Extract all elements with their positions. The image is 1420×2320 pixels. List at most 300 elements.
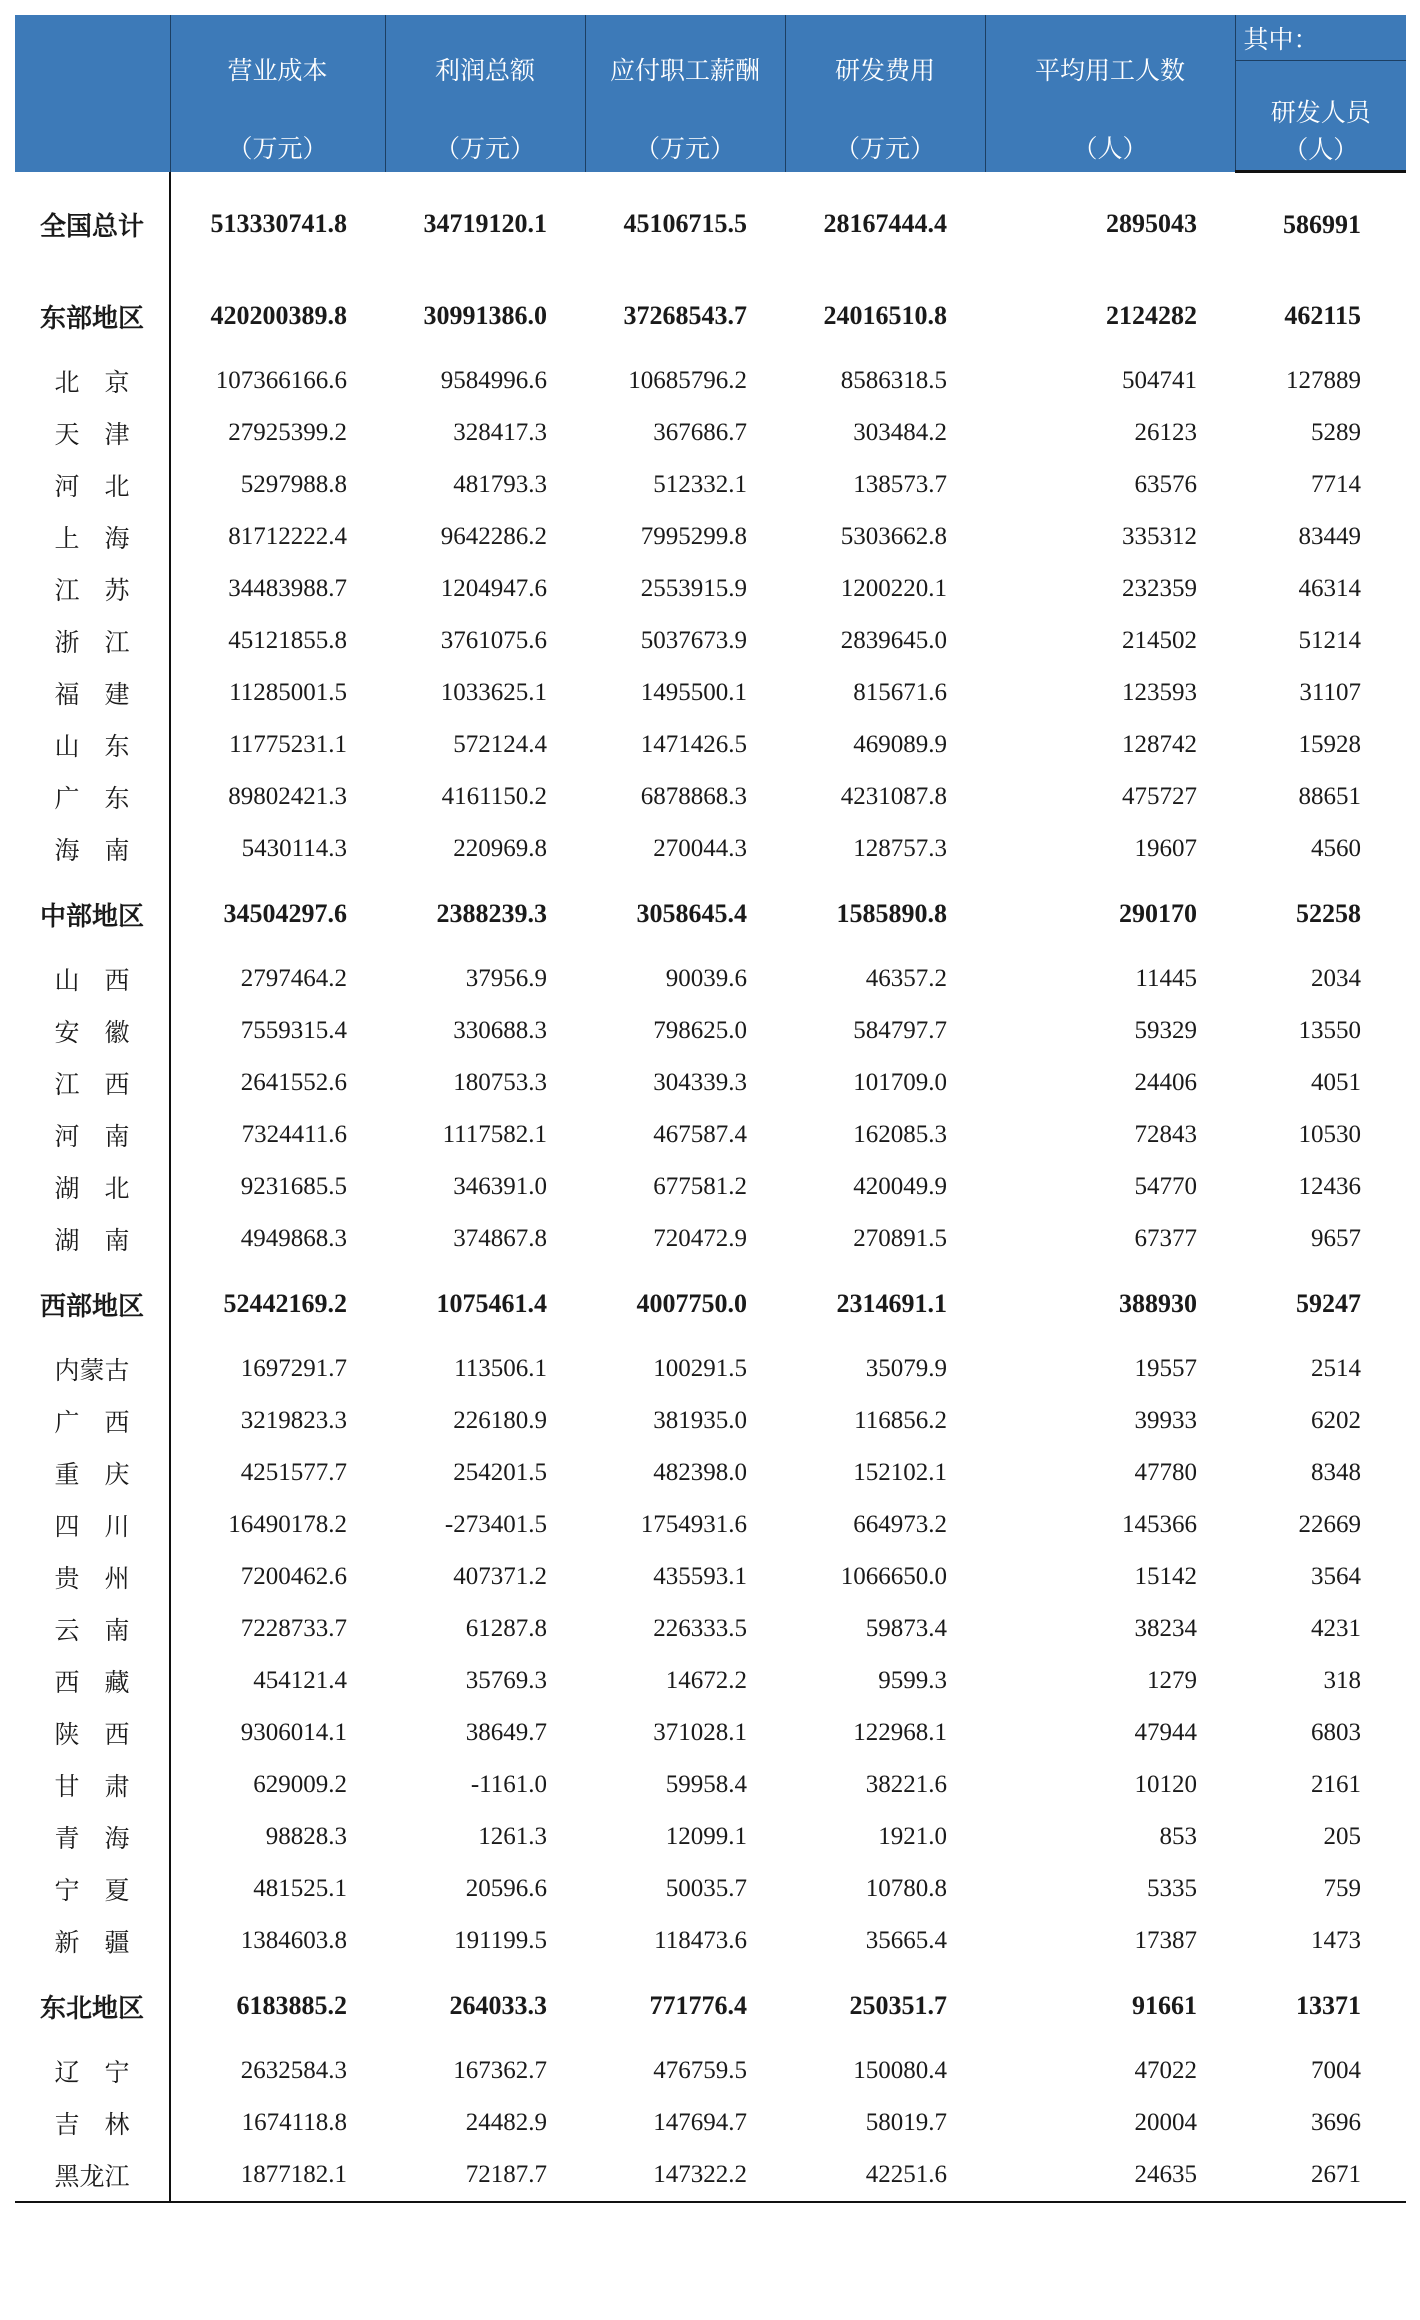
region-name: 四 川 bbox=[15, 1499, 170, 1551]
value-cell: 167362.7 bbox=[453, 2057, 547, 2084]
value-cell: 20004 bbox=[1134, 2109, 1197, 2136]
value-cell: -273401.5 bbox=[444, 1511, 547, 1538]
value-cell: 37268543.7 bbox=[623, 301, 747, 330]
table-row bbox=[15, 771, 1406, 823]
header-label: 平均用工人数 bbox=[1034, 58, 1185, 85]
value-cell: 116856.2 bbox=[854, 1407, 947, 1434]
value-cell: 12436 bbox=[1298, 1173, 1361, 1200]
value-cell: 6803 bbox=[1311, 1719, 1361, 1746]
value-cell: 127889 bbox=[1286, 367, 1361, 394]
value-cell: 7324411.6 bbox=[241, 1121, 347, 1148]
value-cell: 10685796.2 bbox=[628, 367, 747, 394]
value-cell: 2895043 bbox=[1106, 209, 1197, 239]
value-cell: 2641552.6 bbox=[240, 1069, 347, 1096]
region-name: 东部地区 bbox=[15, 277, 170, 355]
value-cell: 771776.4 bbox=[649, 1991, 747, 2020]
value-cell: 10530 bbox=[1298, 1121, 1361, 1148]
value-cell: 1384603.8 bbox=[240, 1927, 347, 1954]
region-name: 西部地区 bbox=[15, 1265, 170, 1343]
value-cell: 31107 bbox=[1299, 679, 1361, 706]
value-cell: 191199.5 bbox=[454, 1927, 547, 1954]
value-cell: 677581.2 bbox=[653, 1173, 747, 1200]
value-cell: 7004 bbox=[1311, 2057, 1361, 2084]
table-body bbox=[15, 172, 1406, 2203]
value-cell: 504741 bbox=[1122, 367, 1197, 394]
value-cell: 9599.3 bbox=[878, 1667, 947, 1694]
value-cell: 476759.5 bbox=[653, 2057, 747, 2084]
region-name: 河 南 bbox=[15, 1109, 170, 1161]
value-cell: 586991 bbox=[1283, 210, 1361, 239]
table-row bbox=[15, 1707, 1406, 1759]
value-cell: 59873.4 bbox=[865, 1615, 947, 1642]
table-row bbox=[15, 1395, 1406, 1447]
value-cell: 34504297.6 bbox=[223, 899, 347, 928]
value-cell: 100291.5 bbox=[653, 1355, 747, 1382]
table-row bbox=[15, 953, 1406, 1005]
value-cell: 513330741.8 bbox=[210, 209, 347, 239]
value-cell: 1066650.0 bbox=[840, 1563, 947, 1590]
value-cell: 34719120.1 bbox=[423, 209, 547, 239]
value-cell: 1697291.7 bbox=[240, 1355, 347, 1382]
value-cell: 4231 bbox=[1311, 1615, 1361, 1642]
region-name: 新 疆 bbox=[15, 1915, 170, 1967]
value-cell: 584797.7 bbox=[853, 1017, 947, 1044]
value-cell: 45121855.8 bbox=[228, 627, 347, 654]
value-cell: 3696 bbox=[1311, 2109, 1361, 2136]
value-cell: 1473 bbox=[1311, 1927, 1361, 1954]
region-name: 上 海 bbox=[15, 511, 170, 563]
header-unit: （万元） bbox=[634, 136, 735, 163]
value-cell: 462115 bbox=[1284, 301, 1361, 330]
value-cell: 290170 bbox=[1119, 899, 1197, 928]
value-cell: 367686.7 bbox=[653, 419, 747, 446]
value-cell: 98828.3 bbox=[265, 1823, 347, 1850]
region-name: 青 海 bbox=[15, 1811, 170, 1863]
value-cell: 15928 bbox=[1298, 731, 1361, 758]
value-cell: 853 bbox=[1159, 1823, 1197, 1850]
value-cell: 138573.7 bbox=[853, 471, 947, 498]
region-name: 北 京 bbox=[15, 355, 170, 407]
value-cell: 270044.3 bbox=[653, 835, 747, 862]
value-cell: 226333.5 bbox=[653, 1615, 747, 1642]
region-name: 东北地区 bbox=[15, 1967, 170, 2045]
header-avg-employees bbox=[985, 15, 1235, 172]
value-cell: 232359 bbox=[1122, 575, 1197, 602]
value-cell: 17387 bbox=[1134, 1927, 1197, 1954]
value-cell: 15142 bbox=[1134, 1563, 1197, 1590]
value-cell: 152102.1 bbox=[853, 1459, 947, 1486]
value-cell: 11285001.5 bbox=[229, 679, 347, 706]
table-header bbox=[15, 15, 1406, 172]
value-cell: 35769.3 bbox=[465, 1667, 547, 1694]
summary-row bbox=[15, 277, 1406, 355]
value-cell: 420049.9 bbox=[853, 1173, 947, 1200]
value-cell: 67377 bbox=[1134, 1225, 1197, 1252]
value-cell: 2124282 bbox=[1106, 301, 1197, 330]
value-cell: 51214 bbox=[1298, 627, 1361, 654]
value-cell: 2671 bbox=[1235, 2149, 1406, 2202]
value-cell: 1471426.5 bbox=[640, 731, 747, 758]
value-cell: 12099.1 bbox=[665, 1823, 747, 1850]
value-cell: 4560 bbox=[1311, 835, 1361, 862]
value-cell: 1674118.8 bbox=[241, 2109, 347, 2136]
value-cell: 4949868.3 bbox=[240, 1225, 347, 1252]
region-name: 广 西 bbox=[15, 1395, 170, 1447]
value-cell: 435593.1 bbox=[653, 1563, 747, 1590]
value-cell: 2797464.2 bbox=[240, 965, 347, 992]
region-name: 河 北 bbox=[15, 459, 170, 511]
value-cell: 2632584.3 bbox=[240, 2057, 347, 2084]
value-cell: 7714 bbox=[1311, 471, 1361, 498]
region-name: 辽 宁 bbox=[15, 2045, 170, 2097]
value-cell: 346391.0 bbox=[453, 1173, 547, 1200]
value-cell: 83449 bbox=[1298, 523, 1361, 550]
value-cell: 27925399.2 bbox=[228, 419, 347, 446]
table-row bbox=[15, 823, 1406, 875]
value-cell: 482398.0 bbox=[653, 1459, 747, 1486]
value-cell: 38649.7 bbox=[465, 1719, 547, 1746]
value-cell: 454121.4 bbox=[253, 1667, 347, 1694]
table-row bbox=[15, 1161, 1406, 1213]
value-cell: 1261.3 bbox=[478, 1823, 547, 1850]
value-cell: 720472.9 bbox=[653, 1225, 747, 1252]
value-cell: 328417.3 bbox=[453, 419, 547, 446]
value-cell: 107366166.6 bbox=[215, 367, 347, 394]
region-name: 贵 州 bbox=[15, 1551, 170, 1603]
value-cell: 91661 bbox=[1132, 1991, 1197, 2020]
value-cell: -1161.0 bbox=[470, 1771, 547, 1798]
table-row bbox=[15, 1655, 1406, 1707]
value-cell: 798625.0 bbox=[653, 1017, 747, 1044]
value-cell: 122968.1 bbox=[853, 1719, 947, 1746]
value-cell: 512332.1 bbox=[653, 471, 747, 498]
region-name: 湖 南 bbox=[15, 1213, 170, 1265]
value-cell: 10780.8 bbox=[865, 1875, 947, 1902]
value-cell: 5303662.8 bbox=[840, 523, 947, 550]
value-cell: 4051 bbox=[1311, 1069, 1361, 1096]
value-cell: 14672.2 bbox=[665, 1667, 747, 1694]
value-cell: 2514 bbox=[1311, 1355, 1361, 1382]
header-label: 应付职工薪酬 bbox=[609, 58, 760, 85]
summary-row bbox=[15, 1265, 1406, 1343]
table-row bbox=[15, 2097, 1406, 2149]
region-name: 山 东 bbox=[15, 719, 170, 771]
value-cell: 1075461.4 bbox=[436, 1289, 547, 1318]
region-name: 江 苏 bbox=[15, 563, 170, 615]
value-cell: 123593 bbox=[1122, 679, 1197, 706]
region-name: 陕 西 bbox=[15, 1707, 170, 1759]
statistics-table bbox=[15, 15, 1406, 2203]
value-cell: 214502 bbox=[1122, 627, 1197, 654]
value-cell: 61287.8 bbox=[465, 1615, 547, 1642]
header-region-corner bbox=[15, 15, 170, 172]
header-payroll-payable bbox=[585, 15, 785, 172]
value-cell: 5335 bbox=[1147, 1875, 1197, 1902]
value-cell: 113506.1 bbox=[454, 1355, 547, 1382]
header-total-profit bbox=[385, 15, 585, 172]
region-name: 安 徽 bbox=[15, 1005, 170, 1057]
header-unit: （人） bbox=[1072, 136, 1148, 163]
value-cell: 254201.5 bbox=[453, 1459, 547, 1486]
value-cell: 35079.9 bbox=[865, 1355, 947, 1382]
value-cell: 10120 bbox=[1134, 1771, 1197, 1798]
value-cell: 38221.6 bbox=[865, 1771, 947, 1798]
value-cell: 8348 bbox=[1311, 1459, 1361, 1486]
value-cell: 6878868.3 bbox=[640, 783, 747, 810]
region-name: 全国总计 bbox=[15, 172, 170, 278]
value-cell: 24482.9 bbox=[465, 2109, 547, 2136]
table-row bbox=[15, 2045, 1406, 2097]
value-cell: 72843 bbox=[1134, 1121, 1197, 1148]
value-cell: 572124.4 bbox=[453, 731, 547, 758]
region-name: 湖 北 bbox=[15, 1161, 170, 1213]
header-operating-cost bbox=[170, 15, 385, 172]
value-cell: 6183885.2 bbox=[236, 1991, 347, 2020]
value-cell: 4007750.0 bbox=[636, 1289, 747, 1318]
value-cell: 270891.5 bbox=[853, 1225, 947, 1252]
value-cell: 1754931.6 bbox=[640, 1511, 747, 1538]
value-cell: 7559315.4 bbox=[240, 1017, 347, 1044]
region-name: 天 津 bbox=[15, 407, 170, 459]
value-cell: 46314 bbox=[1298, 575, 1361, 602]
value-cell: 1877182.1 bbox=[170, 2149, 385, 2202]
value-cell: 147322.2 bbox=[585, 2149, 785, 2202]
value-cell: 759 bbox=[1323, 1875, 1361, 1902]
region-name: 海 南 bbox=[15, 823, 170, 875]
table-row bbox=[15, 1551, 1406, 1603]
value-cell: 3564 bbox=[1311, 1563, 1361, 1590]
value-cell: 4251577.7 bbox=[240, 1459, 347, 1486]
value-cell: 63576 bbox=[1134, 471, 1197, 498]
value-cell: 5430114.3 bbox=[241, 835, 347, 862]
value-cell: 20596.6 bbox=[465, 1875, 547, 1902]
table-row bbox=[15, 615, 1406, 667]
value-cell: 90039.6 bbox=[665, 965, 747, 992]
value-cell: 89802421.3 bbox=[228, 783, 347, 810]
header-unit: （人） bbox=[1283, 137, 1359, 164]
value-cell: 39933 bbox=[1134, 1407, 1197, 1434]
value-cell: 2388239.3 bbox=[436, 899, 547, 928]
value-cell: 374867.8 bbox=[453, 1225, 547, 1252]
value-cell: 26123 bbox=[1134, 419, 1197, 446]
header-unit: （万元） bbox=[227, 136, 328, 163]
value-cell: 7228733.7 bbox=[240, 1615, 347, 1642]
value-cell: 467587.4 bbox=[653, 1121, 747, 1148]
value-cell: 330688.3 bbox=[453, 1017, 547, 1044]
value-cell: 2839645.0 bbox=[840, 627, 947, 654]
value-cell: 38234 bbox=[1134, 1615, 1197, 1642]
value-cell: 9584996.6 bbox=[440, 367, 547, 394]
value-cell: 335312 bbox=[1122, 523, 1197, 550]
region-name: 山 西 bbox=[15, 953, 170, 1005]
header-unit: （万元） bbox=[434, 136, 535, 163]
table-row bbox=[15, 459, 1406, 511]
value-cell: 118473.6 bbox=[654, 1927, 747, 1954]
summary-row bbox=[15, 1967, 1406, 2045]
value-cell: 7995299.8 bbox=[640, 523, 747, 550]
value-cell: 469089.9 bbox=[853, 731, 947, 758]
value-cell: 3058645.4 bbox=[636, 899, 747, 928]
value-cell: 2034 bbox=[1311, 965, 1361, 992]
value-cell: 52442169.2 bbox=[223, 1289, 347, 1318]
value-cell: 50035.7 bbox=[665, 1875, 747, 1902]
table-row bbox=[15, 667, 1406, 719]
value-cell: 145366 bbox=[1122, 1511, 1197, 1538]
value-cell: 46357.2 bbox=[865, 965, 947, 992]
region-name: 江 西 bbox=[15, 1057, 170, 1109]
value-cell: 481793.3 bbox=[453, 471, 547, 498]
header-label: 利润总额 bbox=[434, 58, 535, 85]
table-row bbox=[15, 1499, 1406, 1551]
summary-row bbox=[15, 172, 1406, 278]
value-cell: 264033.3 bbox=[449, 1991, 547, 2020]
value-cell: 318 bbox=[1323, 1667, 1361, 1694]
value-cell: 481525.1 bbox=[253, 1875, 347, 1902]
value-cell: 1117582.1 bbox=[442, 1121, 547, 1148]
value-cell: 3761075.6 bbox=[440, 627, 547, 654]
region-name: 中部地区 bbox=[15, 875, 170, 953]
value-cell: 1495500.1 bbox=[640, 679, 747, 706]
value-cell: 101709.0 bbox=[853, 1069, 947, 1096]
value-cell: 815671.6 bbox=[853, 679, 947, 706]
value-cell: 6202 bbox=[1311, 1407, 1361, 1434]
table-row bbox=[15, 407, 1406, 459]
header-rd-staff bbox=[1235, 61, 1406, 172]
value-cell: 24635 bbox=[985, 2149, 1235, 2202]
header-rd-expense bbox=[785, 15, 985, 172]
table-row bbox=[15, 1447, 1406, 1499]
value-cell: 1200220.1 bbox=[840, 575, 947, 602]
table-row bbox=[15, 563, 1406, 615]
value-cell: 59329 bbox=[1134, 1017, 1197, 1044]
value-cell: 37956.9 bbox=[465, 965, 547, 992]
value-cell: 407371.2 bbox=[453, 1563, 547, 1590]
value-cell: 180753.3 bbox=[453, 1069, 547, 1096]
header-unit: （万元） bbox=[834, 136, 935, 163]
value-cell: 2553915.9 bbox=[640, 575, 747, 602]
value-cell: 16490178.2 bbox=[228, 1511, 347, 1538]
region-name: 浙 江 bbox=[15, 615, 170, 667]
header-label: 营业成本 bbox=[227, 58, 328, 85]
header-label: 研发费用 bbox=[834, 58, 935, 85]
table-row bbox=[15, 1759, 1406, 1811]
region-name: 重 庆 bbox=[15, 1447, 170, 1499]
value-cell: 420200389.8 bbox=[210, 301, 347, 330]
value-cell: 1033625.1 bbox=[440, 679, 547, 706]
value-cell: 5037673.9 bbox=[640, 627, 747, 654]
value-cell: 304339.3 bbox=[653, 1069, 747, 1096]
value-cell: 1585890.8 bbox=[836, 899, 947, 928]
region-name: 福 建 bbox=[15, 667, 170, 719]
table-row bbox=[15, 1109, 1406, 1161]
value-cell: 205 bbox=[1323, 1823, 1361, 1850]
value-cell: 3219823.3 bbox=[240, 1407, 347, 1434]
region-name: 黑龙江 bbox=[15, 2149, 170, 2202]
value-cell: 371028.1 bbox=[653, 1719, 747, 1746]
value-cell: 128742 bbox=[1122, 731, 1197, 758]
value-cell: 9642286.2 bbox=[440, 523, 547, 550]
region-name: 云 南 bbox=[15, 1603, 170, 1655]
value-cell: 54770 bbox=[1134, 1173, 1197, 1200]
value-cell: 5297988.8 bbox=[240, 471, 347, 498]
value-cell: 147694.7 bbox=[653, 2109, 747, 2136]
value-cell: 664973.2 bbox=[853, 1511, 947, 1538]
value-cell: 226180.9 bbox=[453, 1407, 547, 1434]
value-cell: 303484.2 bbox=[853, 419, 947, 446]
value-cell: 34483988.7 bbox=[228, 575, 347, 602]
value-cell: 162085.3 bbox=[853, 1121, 947, 1148]
value-cell: 4161150.2 bbox=[441, 783, 547, 810]
value-cell: 11445 bbox=[1135, 965, 1197, 992]
value-cell: 72187.7 bbox=[385, 2149, 585, 2202]
region-name: 内蒙古 bbox=[15, 1343, 170, 1395]
table-row bbox=[15, 2149, 1406, 2202]
value-cell: 220969.8 bbox=[453, 835, 547, 862]
value-cell: 19557 bbox=[1134, 1355, 1197, 1382]
table-row bbox=[15, 1213, 1406, 1265]
value-cell: 24406 bbox=[1134, 1069, 1197, 1096]
value-cell: 35665.4 bbox=[865, 1927, 947, 1954]
value-cell: 81712222.4 bbox=[228, 523, 347, 550]
header-group-label: 其中： bbox=[1235, 15, 1406, 61]
region-name: 甘 肃 bbox=[15, 1759, 170, 1811]
table-row bbox=[15, 1005, 1406, 1057]
value-cell: 30991386.0 bbox=[423, 301, 547, 330]
value-cell: 381935.0 bbox=[653, 1407, 747, 1434]
value-cell: 19607 bbox=[1134, 835, 1197, 862]
value-cell: 1204947.6 bbox=[440, 575, 547, 602]
region-name: 西 藏 bbox=[15, 1655, 170, 1707]
value-cell: 13371 bbox=[1296, 1991, 1361, 2020]
value-cell: 8586318.5 bbox=[840, 367, 947, 394]
value-cell: 24016510.8 bbox=[823, 301, 947, 330]
region-name: 广 东 bbox=[15, 771, 170, 823]
value-cell: 47022 bbox=[1134, 2057, 1197, 2084]
value-cell: 9306014.1 bbox=[240, 1719, 347, 1746]
value-cell: 9231685.5 bbox=[240, 1173, 347, 1200]
table-row bbox=[15, 1811, 1406, 1863]
region-name: 宁 夏 bbox=[15, 1863, 170, 1915]
value-cell: 128757.3 bbox=[853, 835, 947, 862]
value-cell: 1921.0 bbox=[878, 1823, 947, 1850]
value-cell: 388930 bbox=[1119, 1289, 1197, 1318]
value-cell: 88651 bbox=[1298, 783, 1361, 810]
value-cell: 1279 bbox=[1147, 1667, 1197, 1694]
value-cell: 9657 bbox=[1311, 1225, 1361, 1252]
value-cell: 2161 bbox=[1311, 1771, 1361, 1798]
table-row bbox=[15, 1603, 1406, 1655]
header-label: 研发人员 bbox=[1270, 100, 1371, 127]
summary-row bbox=[15, 875, 1406, 953]
value-cell: 150080.4 bbox=[853, 2057, 947, 2084]
value-cell: 28167444.4 bbox=[823, 209, 947, 239]
statistics-table-sheet bbox=[15, 15, 1406, 2203]
value-cell: 22669 bbox=[1298, 1511, 1361, 1538]
table-row bbox=[15, 1915, 1406, 1967]
value-cell: 7200462.6 bbox=[240, 1563, 347, 1590]
value-cell: 2314691.1 bbox=[836, 1289, 947, 1318]
value-cell: 47780 bbox=[1134, 1459, 1197, 1486]
table-row bbox=[15, 1343, 1406, 1395]
value-cell: 47944 bbox=[1134, 1719, 1197, 1746]
value-cell: 4231087.8 bbox=[840, 783, 947, 810]
table-row bbox=[15, 355, 1406, 407]
value-cell: 629009.2 bbox=[253, 1771, 347, 1798]
value-cell: 45106715.5 bbox=[623, 209, 747, 239]
table-row bbox=[15, 719, 1406, 771]
value-cell: 11775231.1 bbox=[229, 731, 347, 758]
value-cell: 250351.7 bbox=[849, 1991, 947, 2020]
